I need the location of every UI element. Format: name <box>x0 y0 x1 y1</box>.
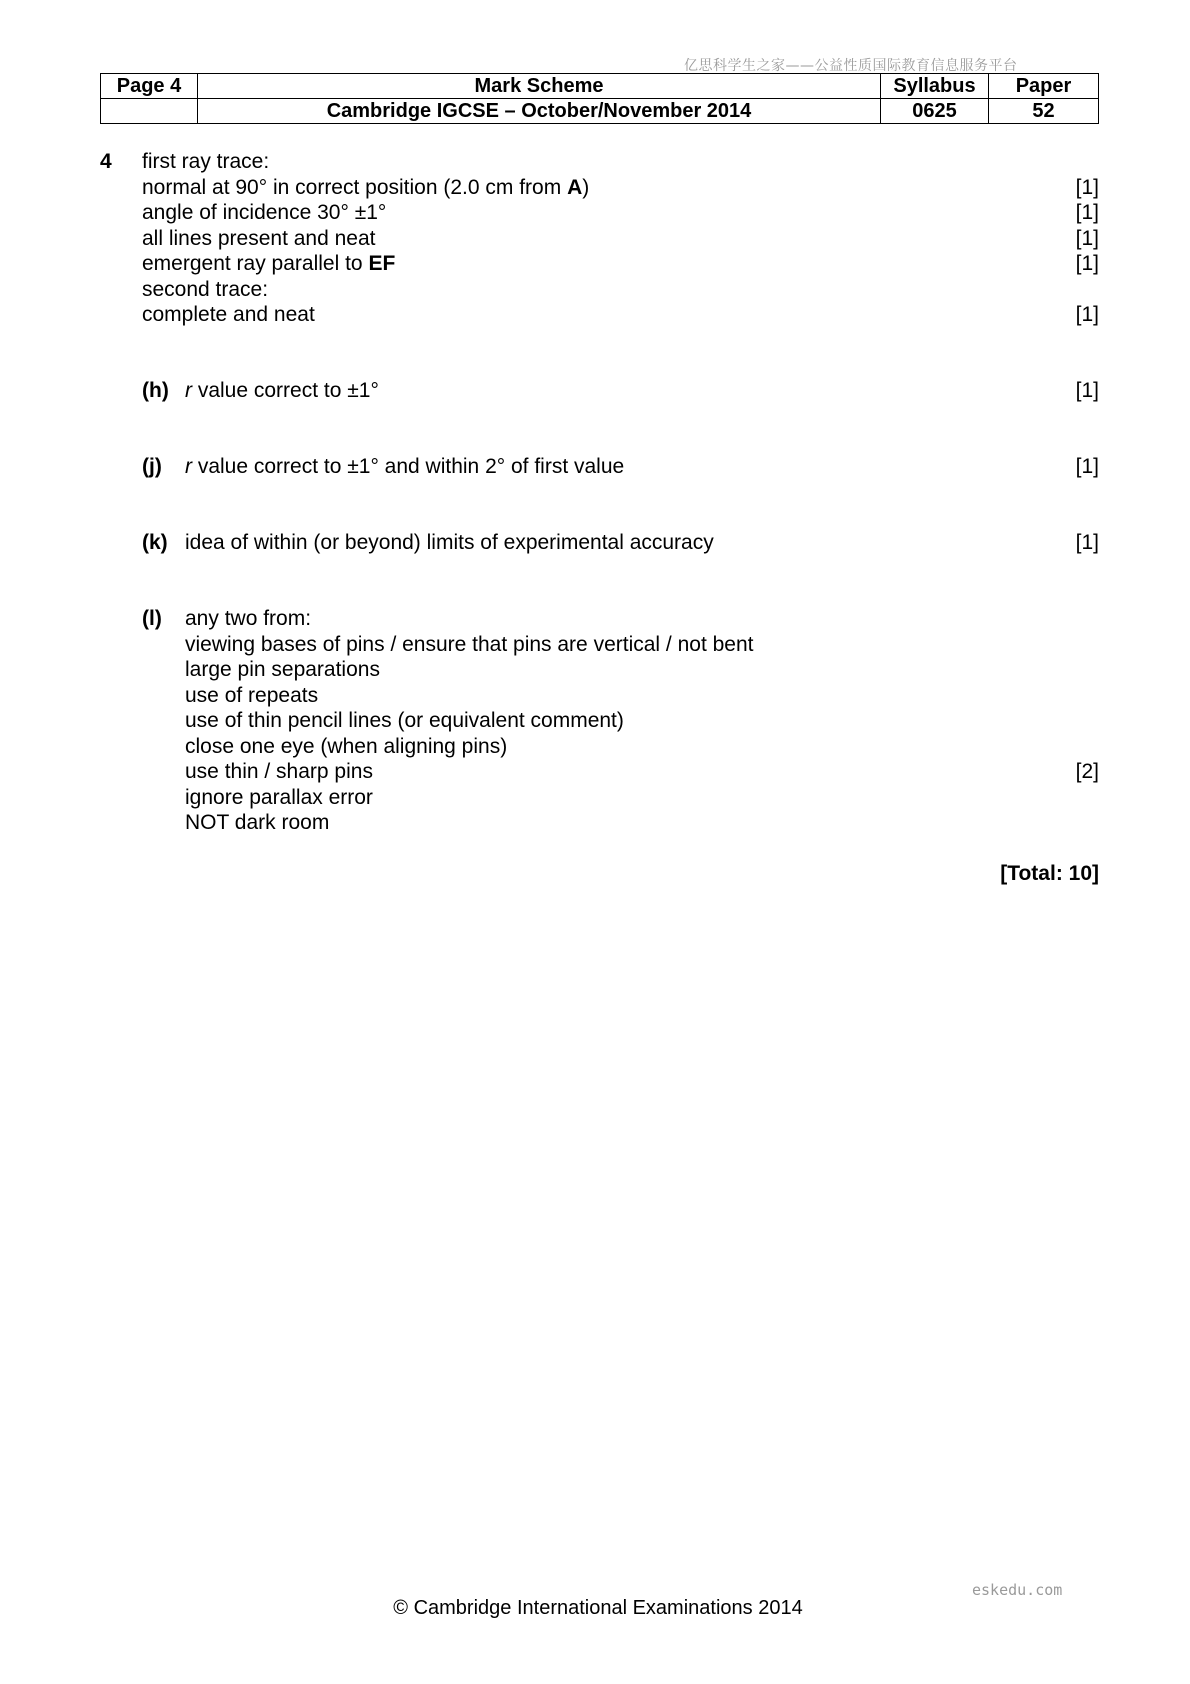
part-l-line-2: viewing bases of pins / ensure that pins are vertical / not bent <box>185 633 754 656</box>
header-syllabus-label: Syllabus <box>881 74 989 99</box>
q4-line-5 <box>142 251 395 277</box>
header-table <box>100 73 1099 124</box>
part-l-line-6: close one eye (when aligning pins) <box>185 735 508 758</box>
part-l-label: (l) <box>142 607 162 630</box>
header-subtitle: Cambridge IGCSE – October/November 2014 <box>198 99 881 124</box>
part-j-label: (j) <box>142 455 162 478</box>
q4-line-2 <box>142 175 589 201</box>
part-h-label: (h) <box>142 379 169 402</box>
question-number: 4 <box>100 150 112 173</box>
header-syllabus-value: 0625 <box>881 99 989 124</box>
part-h-mark: [1] <box>1075 379 1099 402</box>
q4-line-5-pre: emergent ray parallel to <box>142 252 369 275</box>
header-title: Mark Scheme <box>198 74 881 99</box>
part-h-text <box>185 378 379 404</box>
q4-line-3: angle of incidence 30° ±1° <box>142 201 387 224</box>
watermark-top: 亿思科学生之家——公益性质国际教育信息服务平台 <box>684 58 1018 74</box>
q4-line-2-bold: A <box>567 176 583 199</box>
part-k-label: (k) <box>142 531 168 554</box>
q4-line-2-post: ) <box>582 176 590 199</box>
part-h-body: value correct to ±1° <box>192 379 379 402</box>
part-l-line-9: NOT dark room <box>185 811 330 834</box>
part-l-line-5: use of thin pencil lines (or equivalent comment) <box>185 709 624 732</box>
part-j-body: value correct to ±1° and within 2° of first value <box>192 455 625 478</box>
footer <box>0 1597 1190 1620</box>
part-j-text <box>185 454 624 480</box>
q4-line-1: first ray trace: <box>142 150 270 173</box>
q4-line-2-mark: [1] <box>1075 176 1099 199</box>
q4-line-2-pre: normal at 90° in correct position (2.0 cm from <box>142 176 568 199</box>
header-empty-cell <box>101 99 198 124</box>
q4-line-3-mark: [1] <box>1075 201 1099 224</box>
part-j-mark: [1] <box>1075 455 1099 478</box>
q4-line-5-bold: EF <box>368 252 396 275</box>
header-page: Page 4 <box>101 74 198 99</box>
part-l-line-4: use of repeats <box>185 684 319 707</box>
part-l-line-8: ignore parallax error <box>185 786 373 809</box>
q4-line-7-mark: [1] <box>1075 303 1099 326</box>
q4-line-4: all lines present and neat <box>142 227 376 250</box>
q4-line-5-mark: [1] <box>1075 252 1099 275</box>
footer-copyright: © Cambridge International Examinations 2014 <box>393 1597 803 1619</box>
part-l-mark: [2] <box>1075 760 1099 783</box>
part-l-line-7: use thin / sharp pins <box>185 760 373 783</box>
question-total: [Total: 10] <box>1000 862 1099 885</box>
watermark-bottom: eskedu.com <box>972 1581 1063 1599</box>
q4-line-6: second trace: <box>142 278 269 301</box>
header-paper-value: 52 <box>989 99 1099 124</box>
header-paper-label: Paper <box>989 74 1099 99</box>
part-h-var: r <box>185 379 192 402</box>
part-l-line-1: any two from: <box>185 607 312 630</box>
part-k-text: idea of within (or beyond) limits of experimental accuracy <box>185 531 714 554</box>
part-j-var: r <box>185 455 192 478</box>
part-l-line-3: large pin separations <box>185 658 380 681</box>
part-k-mark: [1] <box>1075 531 1099 554</box>
q4-line-7: complete and neat <box>142 303 315 326</box>
q4-line-4-mark: [1] <box>1075 227 1099 250</box>
